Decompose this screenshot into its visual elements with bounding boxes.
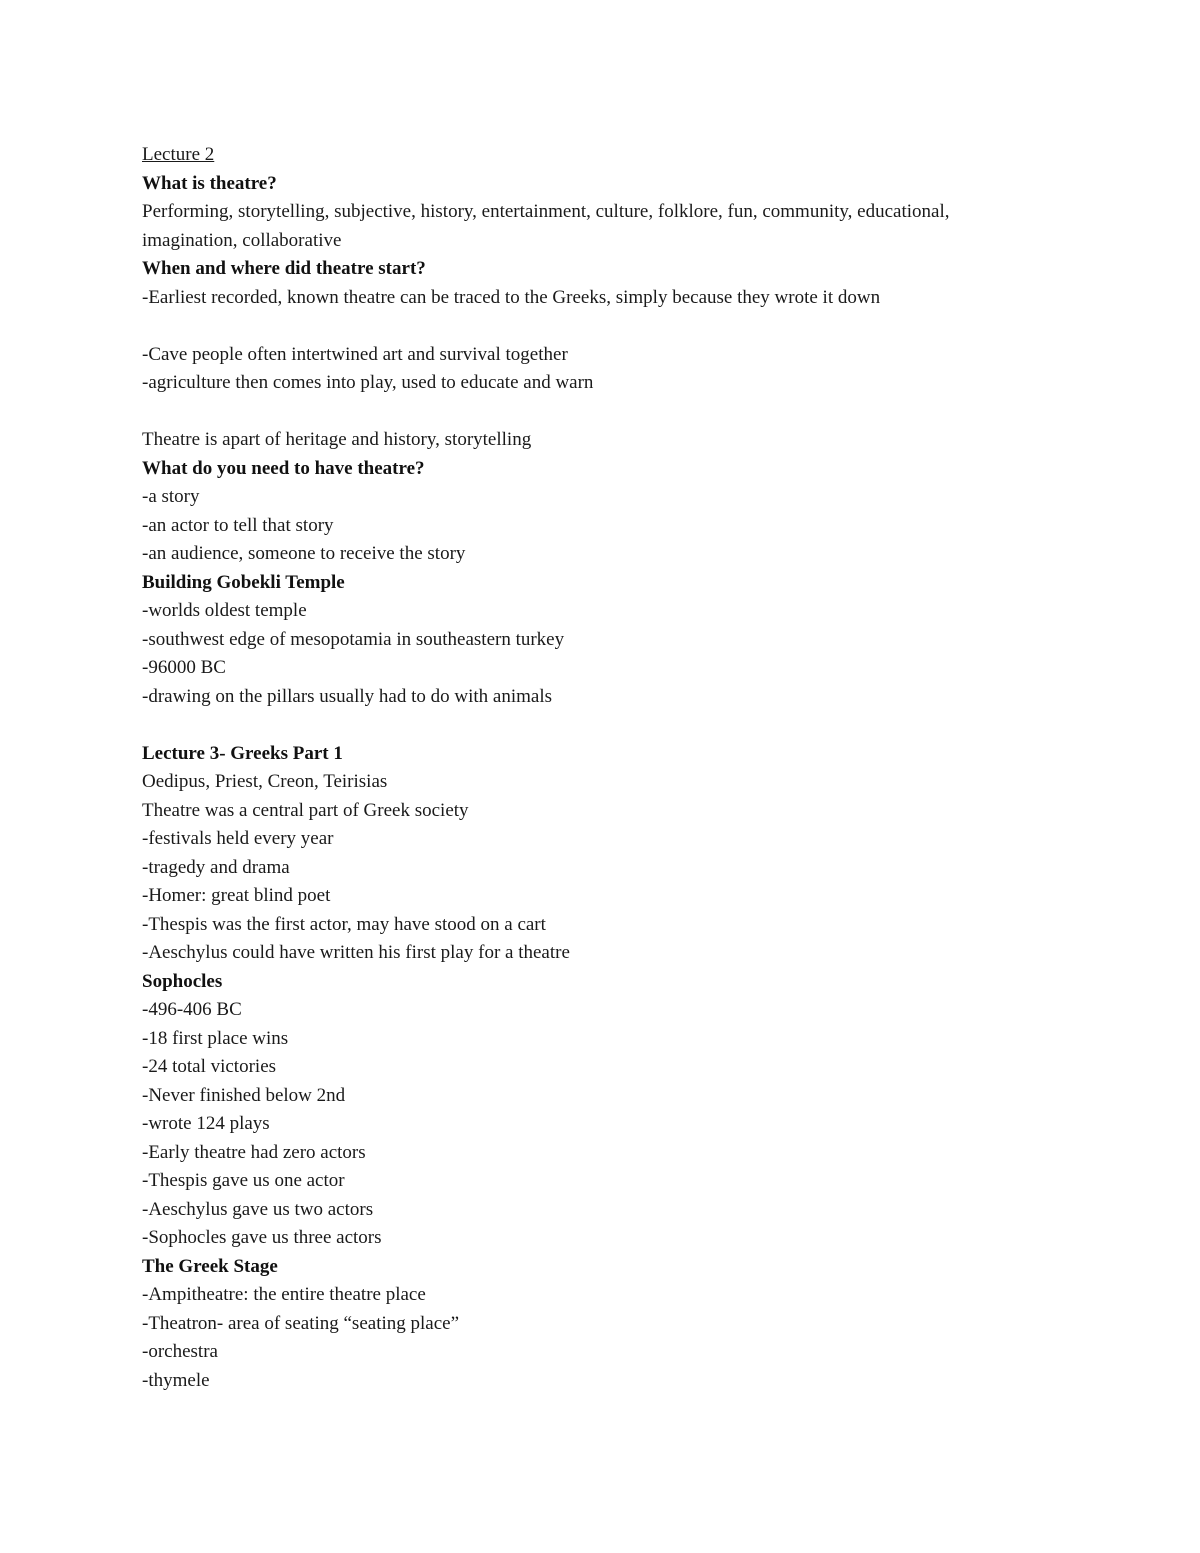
sophocles-heading: Sophocles (142, 970, 223, 992)
sophocles-item: -Never finished below 2nd (142, 1084, 346, 1106)
need-heading: What do you need to have theatre? (142, 457, 425, 479)
blank-line (142, 312, 1072, 341)
what-is-theatre-heading: What is theatre? (142, 172, 277, 194)
agriculture-note: -agriculture then comes into play, used to educate and warn (142, 372, 594, 393)
gobekli-item: -drawing on the pillars usually had to do with animals (142, 685, 553, 707)
lecture-2-title: Lecture 2 (142, 144, 215, 165)
greek-stage-item: -thymele (142, 1369, 210, 1391)
sophocles-item: -wrote 124 plays (142, 1113, 270, 1134)
sophocles-item: -Aeschylus gave us two actors (142, 1198, 374, 1220)
lecture-3-item: -festivals held every year (142, 828, 334, 849)
lecture-3-item: -Homer: great blind poet (142, 885, 331, 906)
need-item: -a story (142, 486, 200, 507)
sophocles-item: -Early theatre had zero actors (142, 1141, 366, 1163)
gobekli-item: -southwest edge of mesopotamia in southeastern turkey (142, 628, 565, 650)
when-where-heading: When and where did theatre start? (142, 258, 426, 279)
what-is-theatre-answer-line-1: Performing, storytelling, subjective, history, entertainment, culture, folklore, fun, community, educational, (142, 201, 950, 222)
greek-stage-item: -Theatron- area of seating “seating place” (142, 1312, 460, 1334)
need-item: -an audience, someone to receive the story (142, 543, 466, 564)
cave-people-note: -Cave people often intertwined art and survival together (142, 343, 568, 365)
gobekli-heading: Building Gobekli Temple (142, 571, 345, 593)
lecture-3-item: -Thespis was the first actor, may have stood on a cart (142, 913, 546, 935)
greek-stage-item: -Ampitheatre: the entire theatre place (142, 1284, 426, 1305)
lecture-3-item: -Aeschylus could have written his first play for a theatre (142, 942, 570, 963)
what-is-theatre-answer-line-2: imagination, collaborative (142, 229, 342, 251)
blank-line (142, 711, 1072, 740)
lecture-3-item: -tragedy and drama (142, 856, 290, 878)
greek-stage-heading: The Greek Stage (142, 1255, 278, 1277)
sophocles-item: -18 first place wins (142, 1027, 289, 1049)
sophocles-item: -496-406 BC (142, 999, 242, 1020)
document-page (142, 141, 1072, 1395)
greek-stage-item: -orchestra (142, 1341, 218, 1362)
heritage-note: Theatre is apart of heritage and history, storytelling (142, 429, 532, 450)
lecture-3-item: Oedipus, Priest, Creon, Teirisias (142, 771, 388, 792)
lecture-3-heading: Lecture 3- Greeks Part 1 (142, 742, 343, 764)
sophocles-item: -Sophocles gave us three actors (142, 1227, 382, 1248)
lecture-3-item: Theatre was a central part of Greek society (142, 799, 469, 821)
sophocles-item: -24 total victories (142, 1056, 277, 1077)
when-where-note: -Earliest recorded, known theatre can be traced to the Greeks, simply because they wrote it down (142, 286, 881, 308)
gobekli-item: -worlds oldest temple (142, 600, 307, 621)
blank-line (142, 398, 1072, 427)
gobekli-item: -96000 BC (142, 657, 226, 678)
need-item: -an actor to tell that story (142, 514, 334, 536)
sophocles-item: -Thespis gave us one actor (142, 1170, 345, 1191)
